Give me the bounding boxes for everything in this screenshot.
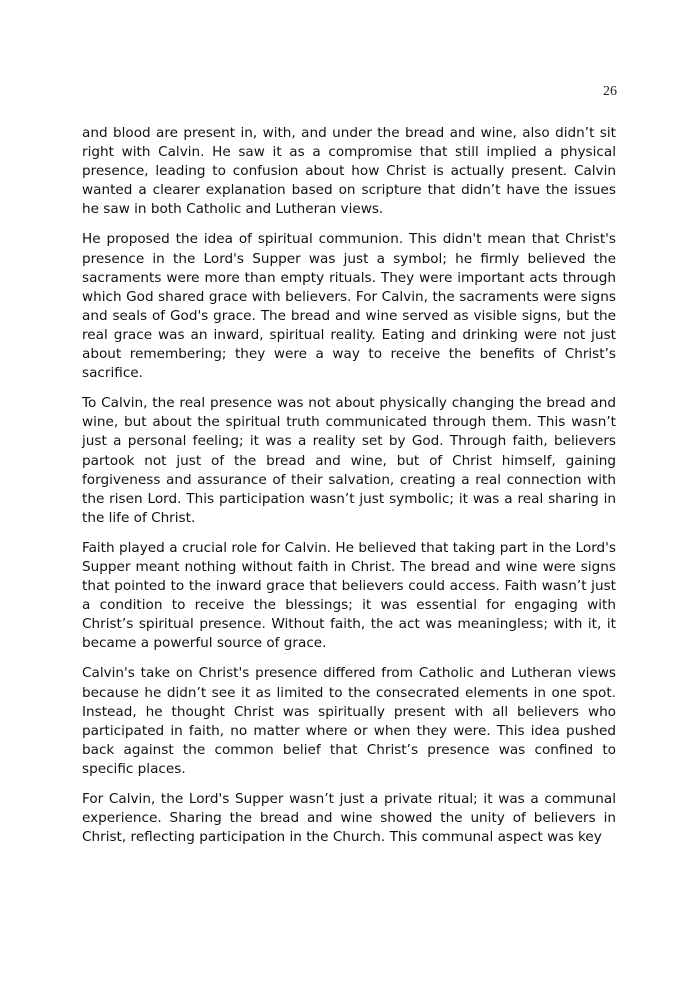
body-text [82, 124, 616, 858]
paragraph: He proposed the idea of spiritual communion. This didn't mean that Christ's presence in the Lord's Supper was just a symbol; he firmly believed the sacraments were more than empty rituals. They were important acts through which God shared grace with believers. For Calvin, the sacraments were signs and seals of God's grace. The bread and wine served as visible signs, but the real grace was an inward, spiritual reality. Eating and drinking were not just about remembering; they were a way to receive the benefits of Christ’s sacrifice. [82, 231, 616, 382]
paragraph: Faith played a crucial role for Calvin. He believed that taking part in the Lord's Supper meant nothing without faith in Christ. The bread and wine were signs that pointed to the inward grace that believers could access. Faith wasn’t just a condition to receive the blessings; it was essential for engaging with Christ’s spiritual presence. Without faith, the act was meaningless; with it, it became a powerful source of grace. [82, 539, 616, 652]
page-number: 26 [603, 84, 617, 99]
paragraph: Calvin's take on Christ's presence differed from Catholic and Lutheran views because he didn’t see it as limited to the consecrated elements in one spot. Instead, he thought Christ was spiritually present with all believers who participated in faith, no matter where or when they were. This idea pushed back against the common belief that Christ’s presence was confined to specific places. [82, 665, 616, 777]
paragraph: To Calvin, the real presence was not about physically changing the bread and wine, but about the spiritual truth communicated through them. This wasn’t just a personal feeling; it was a reality set by God. Through faith, believers partook not just of the bread and wine, but of Christ himself, gaining forgiveness and assurance of their salvation, creating a real connection with the risen Lord. This participation wasn’t just symbolic; it was a real sharing in the life of Christ. [82, 395, 616, 526]
paragraph: For Calvin, the Lord's Supper wasn’t just a private ritual; it was a communal experience. Sharing the bread and wine showed the unity of believers in Christ, reflecting participation in the Church. This communal aspect was key [82, 791, 616, 846]
paragraph: and blood are present in, with, and under the bread and wine, also didn’t sit right with Calvin. He saw it as a compromise that still implied a physical presence, leading to confusion about how Christ is actually present. Calvin wanted a clearer explanation based on scripture that didn’t have the issues he saw in both Catholic and Lutheran views. [82, 125, 616, 218]
